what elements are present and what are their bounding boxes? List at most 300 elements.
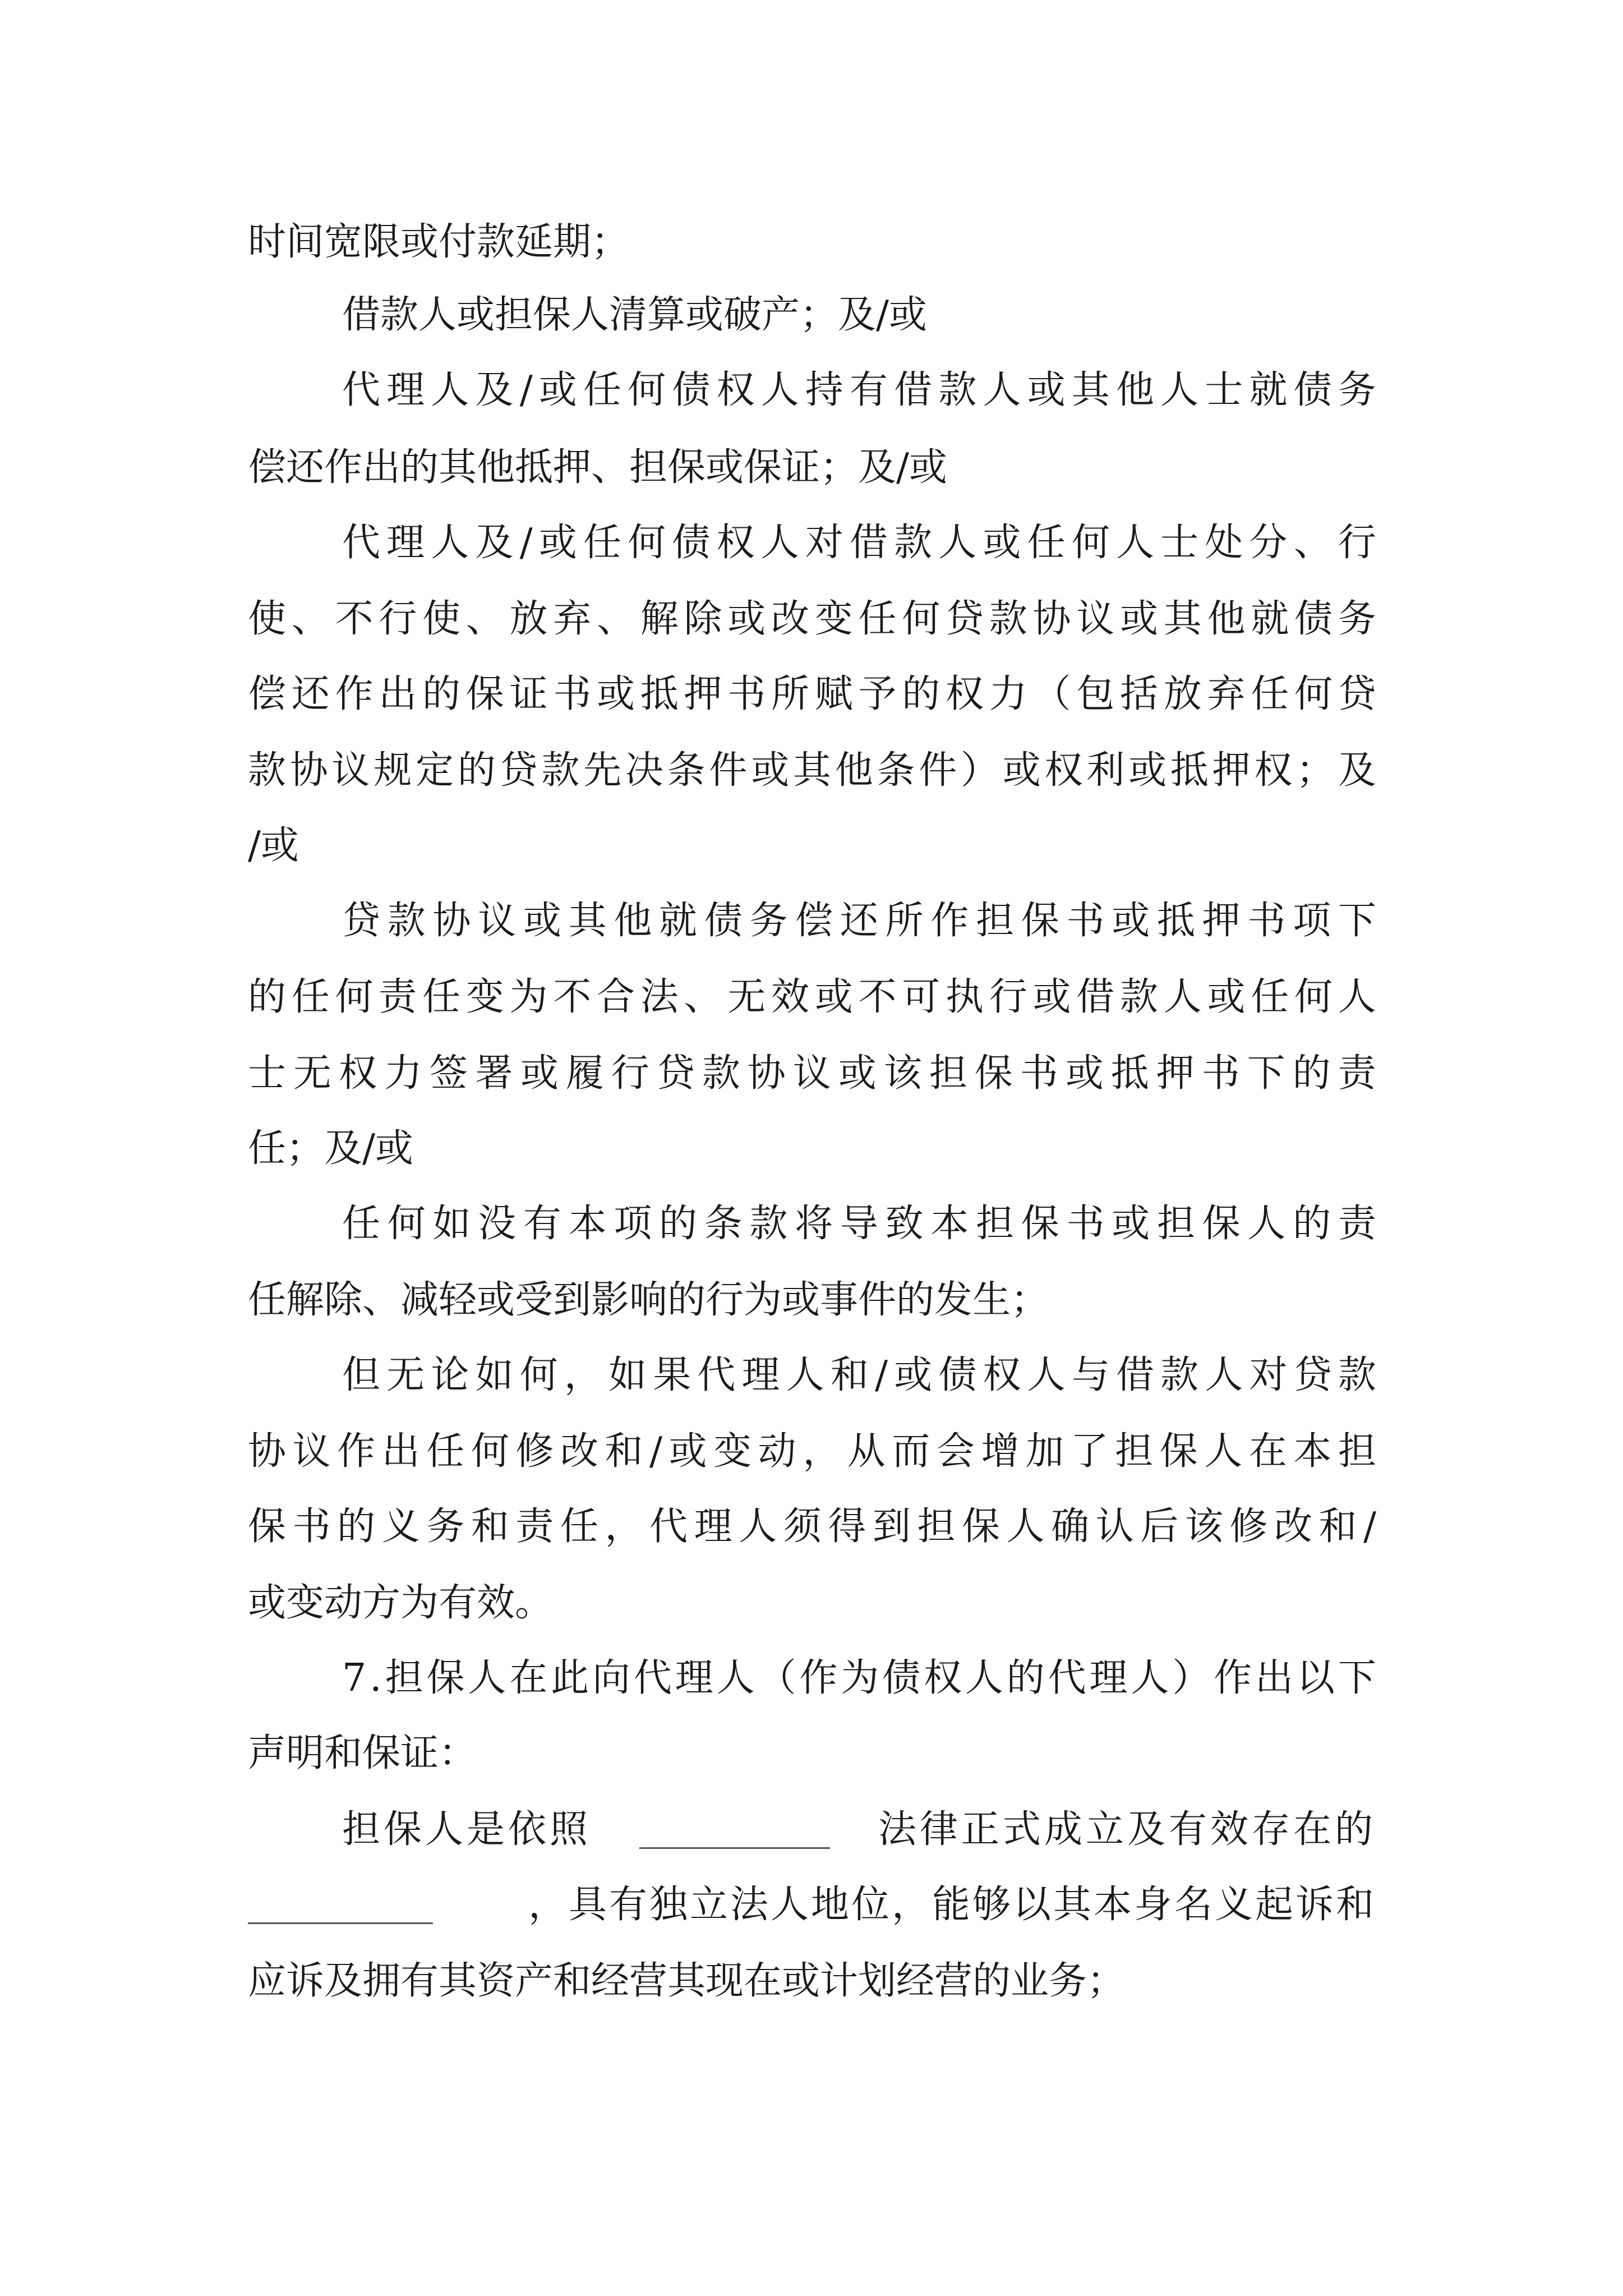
text-line bbox=[342, 368, 1376, 412]
glyph: 担 bbox=[976, 1202, 1015, 1246]
glyph: 担 bbox=[1115, 1429, 1154, 1474]
glyph: 保 bbox=[465, 672, 504, 716]
glyph: 的 bbox=[659, 1202, 698, 1246]
glyph: 所 bbox=[771, 672, 810, 716]
text-line bbox=[248, 1051, 1376, 1096]
glyph: 使 bbox=[422, 597, 461, 641]
glyph: 但 bbox=[342, 1353, 381, 1397]
glyph: 致 bbox=[885, 1202, 924, 1246]
glyph: 此 bbox=[551, 1656, 589, 1700]
glyph: 保 bbox=[426, 1656, 465, 1700]
glyph: 、 bbox=[684, 975, 722, 1019]
glyph: 持 bbox=[805, 368, 843, 412]
glyph: 任 bbox=[583, 368, 621, 412]
glyph: 何 bbox=[387, 1202, 426, 1246]
glyph: 士 bbox=[1205, 368, 1243, 412]
glyph: 或 bbox=[1112, 899, 1150, 943]
glyph: 或 bbox=[727, 597, 766, 641]
glyph: 弃 bbox=[1207, 672, 1246, 716]
glyph: 或 bbox=[523, 899, 561, 943]
glyph: 签 bbox=[429, 1051, 468, 1096]
glyph: 人 bbox=[1163, 975, 1202, 1019]
glyph: 任 bbox=[1027, 521, 1066, 565]
glyph: 款 bbox=[749, 1202, 788, 1246]
glyph: 或 bbox=[1207, 975, 1246, 1019]
glyph: 本 bbox=[930, 1202, 969, 1246]
glyph: 款 bbox=[1160, 1353, 1199, 1397]
glyph: 导 bbox=[840, 1202, 878, 1246]
glyph: 执 bbox=[946, 975, 984, 1019]
glyph: 改 bbox=[560, 1429, 598, 1474]
glyph: 出 bbox=[381, 1429, 420, 1474]
text-line: 或变动方为有效。 bbox=[248, 1581, 554, 1625]
glyph: 他 bbox=[834, 748, 873, 793]
glyph: 或 bbox=[751, 748, 790, 793]
glyph: 不 bbox=[335, 597, 374, 641]
glyph: 款 bbox=[387, 899, 426, 943]
text-line bbox=[248, 672, 1376, 716]
glyph: 协 bbox=[248, 1429, 287, 1474]
glyph: 担 bbox=[929, 1051, 967, 1096]
glyph: 何 bbox=[1071, 521, 1110, 565]
glyph: 权 bbox=[716, 368, 755, 412]
glyph: 解 bbox=[640, 597, 679, 641]
glyph: 押 bbox=[1202, 899, 1241, 943]
glyph: 保 bbox=[1021, 899, 1059, 943]
glyph: 代 bbox=[342, 521, 381, 565]
glyph: 而 bbox=[892, 1429, 930, 1474]
glyph: 理 bbox=[741, 1353, 780, 1397]
glyph: 的 bbox=[1006, 1656, 1045, 1700]
glyph: 该 bbox=[883, 1051, 922, 1096]
blank-field-entity-type[interactable] bbox=[248, 1890, 433, 1924]
glyph: 本 bbox=[1293, 1429, 1332, 1474]
glyph: 利 bbox=[1086, 748, 1125, 793]
glyph: 借 bbox=[849, 521, 888, 565]
glyph: 条 bbox=[877, 748, 915, 793]
glyph: 下 bbox=[1247, 1051, 1285, 1096]
glyph: 、 bbox=[1293, 521, 1332, 565]
glyph: 任 bbox=[422, 975, 461, 1019]
glyph: 将 bbox=[795, 1202, 833, 1246]
glyph: 件 bbox=[709, 748, 748, 793]
glyph: 责 bbox=[1338, 1051, 1376, 1096]
glyph: 权 bbox=[983, 1353, 1021, 1397]
glyph: 士 bbox=[248, 1051, 287, 1096]
text-line bbox=[248, 1504, 1376, 1549]
glyph: 还 bbox=[291, 672, 330, 716]
glyph: 的 bbox=[422, 672, 461, 716]
glyph: 还 bbox=[840, 899, 878, 943]
glyph: 他 bbox=[1116, 368, 1155, 412]
glyph: 就 bbox=[1251, 597, 1289, 641]
glyph: 下 bbox=[1338, 1656, 1376, 1700]
glyph: 书 bbox=[1020, 1051, 1058, 1096]
glyph: / bbox=[649, 1429, 662, 1474]
glyph: 或 bbox=[1032, 975, 1071, 1019]
text-line: /或 bbox=[248, 823, 299, 868]
glyph: ） bbox=[1172, 1656, 1211, 1700]
glyph: 人 bbox=[1006, 1504, 1045, 1549]
glyph: 修 bbox=[1229, 1504, 1268, 1549]
glyph: 无 bbox=[293, 1051, 331, 1096]
glyph: 分 bbox=[1249, 521, 1288, 565]
glyph: 何 bbox=[1294, 975, 1333, 1019]
glyph: 包 bbox=[1076, 672, 1115, 716]
glyph: 债 bbox=[704, 899, 743, 943]
blank-field-jurisdiction[interactable] bbox=[639, 1815, 830, 1849]
glyph: 动 bbox=[758, 1429, 796, 1474]
glyph: 所 bbox=[885, 899, 924, 943]
glyph: 人 bbox=[965, 1656, 1003, 1700]
glyph: 人 bbox=[1247, 1202, 1286, 1246]
glyph: 效 bbox=[771, 975, 810, 1019]
glyph: 他 bbox=[614, 899, 652, 943]
glyph: 加 bbox=[1026, 1429, 1064, 1474]
glyph: 或 bbox=[520, 1051, 559, 1096]
glyph: 定 bbox=[416, 748, 454, 793]
glyph: 权 bbox=[1044, 748, 1083, 793]
text-line bbox=[248, 975, 1376, 1019]
glyph: 对 bbox=[805, 521, 843, 565]
glyph: 可 bbox=[902, 975, 940, 1019]
glyph: 的 bbox=[457, 748, 496, 793]
glyph: 的 bbox=[1292, 1051, 1331, 1096]
text-line bbox=[342, 899, 1376, 943]
glyph: / bbox=[875, 1353, 888, 1397]
glyph: 押 bbox=[684, 672, 722, 716]
glyph: 以 bbox=[1296, 1656, 1335, 1700]
glyph: 条 bbox=[704, 1202, 743, 1246]
glyph: 理 bbox=[386, 368, 425, 412]
glyph: 其 bbox=[1071, 368, 1110, 412]
glyph: 借 bbox=[1116, 1353, 1155, 1397]
glyph: 议 bbox=[292, 1429, 331, 1474]
text-line bbox=[342, 521, 1376, 565]
glyph: 和 bbox=[830, 1353, 869, 1397]
glyph: 抵 bbox=[1110, 1051, 1149, 1096]
glyph: 抵 bbox=[1170, 748, 1209, 793]
glyph: 、 bbox=[465, 597, 504, 641]
glyph: 或 bbox=[538, 521, 577, 565]
glyph: 何 bbox=[335, 975, 374, 1019]
text-line: 偿还作出的其他抵押、担保或保证；及/或 bbox=[248, 445, 947, 490]
glyph: 议 bbox=[792, 1051, 831, 1096]
glyph: 没 bbox=[478, 1202, 517, 1246]
glyph: 抵 bbox=[1156, 899, 1195, 943]
glyph: 人 bbox=[938, 521, 977, 565]
glyph: 士 bbox=[1160, 521, 1199, 565]
glyph: 人 bbox=[983, 368, 1021, 412]
glyph: 、 bbox=[291, 597, 330, 641]
glyph: 决 bbox=[625, 748, 663, 793]
glyph: 协 bbox=[747, 1051, 786, 1096]
glyph: 下 bbox=[1338, 899, 1376, 943]
glyph: 法 bbox=[640, 975, 679, 1019]
glyph: 变 bbox=[713, 1429, 752, 1474]
text-line bbox=[342, 1353, 1376, 1397]
glyph: 有 bbox=[523, 1202, 561, 1246]
glyph: 任 bbox=[342, 1202, 381, 1246]
glyph: 其 bbox=[568, 899, 607, 943]
glyph: 抵 bbox=[640, 672, 679, 716]
fill-in-line-1 bbox=[342, 1807, 1376, 1852]
glyph: 项 bbox=[1293, 899, 1331, 943]
glyph: 保 bbox=[974, 1051, 1013, 1096]
glyph: 署 bbox=[474, 1051, 513, 1096]
glyph: 债 bbox=[882, 1656, 921, 1700]
glyph: 其 bbox=[792, 748, 831, 793]
glyph: 论 bbox=[431, 1353, 469, 1397]
glyph: 或 bbox=[597, 672, 635, 716]
glyph: 借 bbox=[1076, 975, 1115, 1019]
glyph: 的 bbox=[337, 1504, 376, 1549]
glyph: 协 bbox=[1032, 597, 1071, 641]
glyph: 责 bbox=[515, 1504, 554, 1549]
glyph: 代 bbox=[342, 368, 381, 412]
glyph: 行 bbox=[1338, 521, 1376, 565]
glyph: 放 bbox=[509, 597, 548, 641]
glyph: 担 bbox=[385, 1656, 423, 1700]
glyph: 规 bbox=[374, 748, 412, 793]
glyph: 担 bbox=[976, 899, 1015, 943]
glyph: 务 bbox=[426, 1504, 465, 1549]
glyph: 人 bbox=[1338, 975, 1376, 1019]
glyph: 债 bbox=[672, 521, 711, 565]
glyph: 人 bbox=[1131, 1656, 1169, 1700]
glyph: 书 bbox=[727, 672, 766, 716]
glyph: 议 bbox=[1076, 597, 1115, 641]
glyph: 任 bbox=[858, 597, 897, 641]
glyph: 不 bbox=[553, 975, 592, 1019]
text-line: 任；及/或 bbox=[248, 1126, 413, 1171]
text-line: 借款人或担保人清算或破产；及/或 bbox=[342, 293, 927, 337]
glyph: ， bbox=[605, 1504, 643, 1549]
glyph: 或 bbox=[1112, 1202, 1150, 1246]
glyph: 他 bbox=[1207, 597, 1246, 641]
glyph: 了 bbox=[1070, 1429, 1109, 1474]
glyph: 债 bbox=[1293, 368, 1332, 412]
glyph: 代 bbox=[697, 1353, 736, 1397]
glyph: 借 bbox=[894, 368, 933, 412]
glyph: 债 bbox=[672, 368, 711, 412]
glyph: 人 bbox=[431, 368, 469, 412]
glyph: 或 bbox=[983, 521, 1021, 565]
glyph: 人 bbox=[1116, 521, 1155, 565]
text-line: 时间宽限或付款延期； bbox=[248, 220, 630, 264]
glyph: 人 bbox=[739, 1504, 777, 1549]
glyph: ， bbox=[803, 1429, 841, 1474]
glyph: 理 bbox=[694, 1504, 732, 1549]
glyph: 须 bbox=[783, 1504, 822, 1549]
glyph: 及 bbox=[475, 368, 514, 412]
glyph: 在 bbox=[1248, 1429, 1287, 1474]
glyph: 责 bbox=[379, 975, 417, 1019]
glyph: 为 bbox=[509, 975, 548, 1019]
glyph: 的 bbox=[902, 672, 940, 716]
glyph: 任 bbox=[1251, 672, 1289, 716]
glyph: 与 bbox=[1071, 1353, 1110, 1397]
glyph: 证 bbox=[509, 672, 548, 716]
glyph: 合 bbox=[597, 975, 635, 1019]
glyph: 偿 bbox=[248, 672, 287, 716]
glyph: 本 bbox=[568, 1202, 607, 1246]
glyph: 条 bbox=[667, 748, 706, 793]
glyph: 后 bbox=[1140, 1504, 1179, 1549]
glyph: 书 bbox=[1247, 899, 1286, 943]
glyph: 项 bbox=[614, 1202, 652, 1246]
glyph: 款 bbox=[989, 597, 1027, 641]
glyph: 无 bbox=[727, 975, 766, 1019]
glyph: 贷 bbox=[342, 899, 381, 943]
glyph: 议 bbox=[331, 748, 370, 793]
glyph: ） bbox=[961, 748, 999, 793]
glyph: 该 bbox=[1184, 1504, 1223, 1549]
glyph: 议 bbox=[478, 899, 517, 943]
glyph: 人 bbox=[468, 1656, 506, 1700]
text-line: 应诉及拥有其资产和经营其现在或计划经营的业务； bbox=[248, 1959, 1126, 2003]
glyph: 保 bbox=[962, 1504, 1000, 1549]
glyph: 处 bbox=[1205, 521, 1243, 565]
glyph: 务 bbox=[1338, 368, 1376, 412]
glyph: 改 bbox=[771, 597, 810, 641]
glyph: / bbox=[1363, 1504, 1376, 1549]
glyph: 到 bbox=[872, 1504, 911, 1549]
glyph: 权 bbox=[923, 1656, 962, 1700]
fill-in-suffix: ，具有独立法人地位，能够以其本身名义起诉和 bbox=[528, 1883, 1376, 1927]
glyph: 押 bbox=[1212, 748, 1251, 793]
glyph: 何 bbox=[628, 368, 666, 412]
glyph: 款 bbox=[1338, 1353, 1376, 1397]
glyph: 就 bbox=[1249, 368, 1288, 412]
glyph: 人 bbox=[431, 521, 469, 565]
glyph: 款 bbox=[702, 1051, 740, 1096]
glyph: 作 bbox=[1214, 1656, 1252, 1700]
glyph: 或 bbox=[1002, 748, 1041, 793]
glyph: 行 bbox=[379, 597, 417, 641]
glyph: 作 bbox=[337, 1429, 376, 1474]
glyph: 作 bbox=[799, 1656, 838, 1700]
glyph: 确 bbox=[1051, 1504, 1090, 1549]
glyph: 贷 bbox=[946, 597, 984, 641]
glyph: 或 bbox=[1065, 1051, 1104, 1096]
glyph: 履 bbox=[565, 1051, 604, 1096]
glyph: 理 bbox=[675, 1656, 713, 1700]
glyph: 书 bbox=[1066, 1202, 1105, 1246]
text-line bbox=[248, 1429, 1376, 1474]
glyph: 或 bbox=[838, 1051, 877, 1096]
glyph: 力 bbox=[989, 672, 1027, 716]
glyph: 作 bbox=[930, 899, 969, 943]
glyph: 向 bbox=[592, 1656, 630, 1700]
text-line bbox=[342, 1202, 1376, 1246]
glyph: 何 bbox=[902, 597, 940, 641]
glyph: 和 bbox=[471, 1504, 509, 1549]
glyph: 偿 bbox=[795, 899, 833, 943]
glyph: 人 bbox=[1160, 368, 1199, 412]
glyph: 行 bbox=[611, 1051, 649, 1096]
glyph: 为 bbox=[841, 1656, 879, 1700]
glyph: 任 bbox=[560, 1504, 598, 1549]
glyph: 就 bbox=[659, 899, 698, 943]
glyph: 权 bbox=[946, 672, 984, 716]
glyph: 括 bbox=[1120, 672, 1159, 716]
glyph: 协 bbox=[289, 748, 328, 793]
glyph: 债 bbox=[1294, 597, 1333, 641]
glyph: 不 bbox=[858, 975, 897, 1019]
glyph: 如 bbox=[475, 1353, 514, 1397]
glyph: / bbox=[519, 521, 533, 565]
text-line: 声明和保证： bbox=[248, 1731, 477, 1775]
glyph: 修 bbox=[515, 1429, 554, 1474]
glyph: 或 bbox=[1120, 597, 1159, 641]
glyph: 权 bbox=[1254, 748, 1293, 793]
glyph: 先 bbox=[583, 748, 622, 793]
glyph: 人 bbox=[1027, 1353, 1066, 1397]
fill-in-line-2 bbox=[248, 1883, 1376, 1927]
glyph: 贷 bbox=[1338, 672, 1376, 716]
glyph: 人 bbox=[786, 1353, 824, 1397]
glyph: 果 bbox=[653, 1353, 691, 1397]
glyph: 的 bbox=[248, 975, 287, 1019]
glyph: 任 bbox=[426, 1429, 465, 1474]
glyph: 权 bbox=[716, 521, 755, 565]
glyph: 会 bbox=[936, 1429, 975, 1474]
text-line bbox=[248, 748, 1376, 793]
glyph: 从 bbox=[847, 1429, 886, 1474]
glyph: 力 bbox=[384, 1051, 422, 1096]
glyph: 贷 bbox=[499, 748, 538, 793]
glyph: 权 bbox=[338, 1051, 377, 1096]
glyph: 对 bbox=[1249, 1353, 1288, 1397]
glyph: 或 bbox=[1128, 748, 1167, 793]
glyph: 何 bbox=[628, 521, 666, 565]
glyph: 保 bbox=[1159, 1429, 1198, 1474]
glyph: 的 bbox=[1293, 1202, 1331, 1246]
glyph: 书 bbox=[1201, 1051, 1240, 1096]
glyph: 除 bbox=[684, 597, 722, 641]
glyph: 理 bbox=[386, 521, 425, 565]
glyph: 保 bbox=[1021, 1202, 1059, 1246]
fill-in-prefix: 担保人是依照 bbox=[342, 1807, 592, 1852]
glyph: 贷 bbox=[1293, 1353, 1332, 1397]
text-line bbox=[342, 1656, 1376, 1700]
glyph: 人 bbox=[1204, 1429, 1243, 1474]
glyph: 和 bbox=[605, 1429, 643, 1474]
glyph: 款 bbox=[1120, 975, 1159, 1019]
text-line: 任解除、减轻或受到影响的行为或事件的发生； bbox=[248, 1278, 1049, 1322]
glyph: 务 bbox=[749, 899, 788, 943]
glyph: （ bbox=[1032, 672, 1071, 716]
glyph: 变 bbox=[465, 975, 504, 1019]
glyph: 无 bbox=[386, 1353, 425, 1397]
glyph: ， bbox=[564, 1353, 602, 1397]
glyph: 款 bbox=[894, 521, 933, 565]
glyph: 何 bbox=[1294, 672, 1333, 716]
glyph: 予 bbox=[858, 672, 897, 716]
glyph: ； bbox=[1296, 748, 1335, 793]
glyph: 弃 bbox=[553, 597, 592, 641]
glyph: 款 bbox=[541, 748, 580, 793]
glyph: 及 bbox=[1338, 748, 1376, 793]
glyph: 任 bbox=[583, 521, 621, 565]
glyph: 件 bbox=[919, 748, 957, 793]
glyph: 如 bbox=[608, 1353, 647, 1397]
glyph: 或 bbox=[668, 1429, 707, 1474]
glyph: （ bbox=[758, 1656, 796, 1700]
glyph: 人 bbox=[760, 521, 799, 565]
glyph: 书 bbox=[553, 672, 592, 716]
